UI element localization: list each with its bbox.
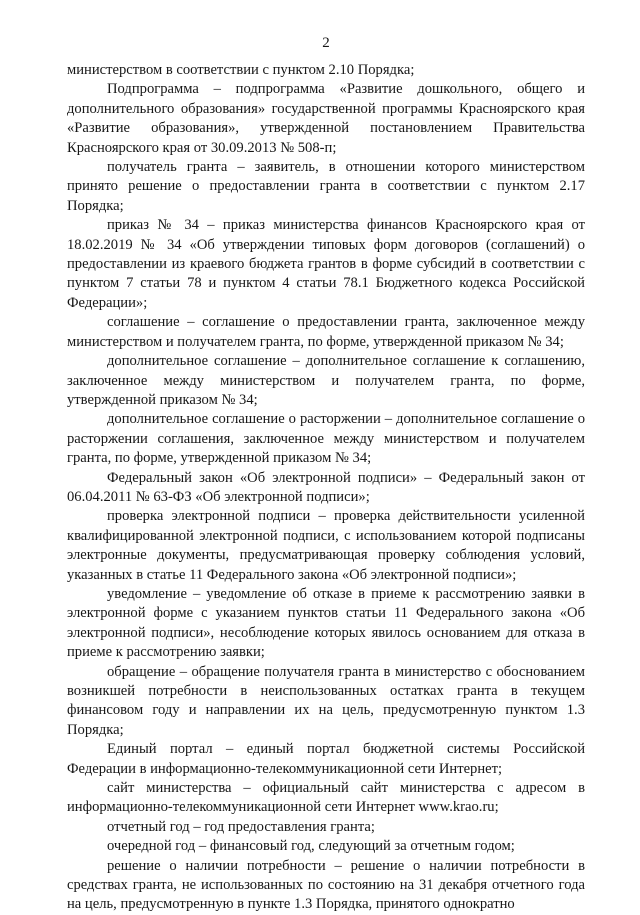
definition-unified-portal: Единый портал – единый портал бюджетной системы Российской Федерации в информационно-телекоммуникационной сети Интернет;: [67, 741, 585, 777]
definition-next-year: очередной год – финансовый год, следующий за отчетным годом;: [107, 838, 515, 855]
definition-need-decision: решение о наличии потребности – решение о наличии потребности в средствах гранта, не использованных по состоянию на 31 декабря отчетного года на цель, предусмотренную в пункте 1.3 Порядка, принятого однократно: [67, 857, 585, 913]
definition-appeal: обращение – обращение получателя гранта в министерство с обоснованием возникшей потребности в неиспользованных остатках гранта в текущем финансовом году и направлении их на цель, предусмотренную пунктом 1.3 Порядка;: [67, 663, 585, 738]
definition-federal-law: Федеральный закон «Об электронной подписи» – Федеральный закон от 06.04.2011 № 63-ФЗ «Об электронной подписи»;: [67, 469, 585, 505]
definition-subprogram: Подпрограмма – подпрограмма «Развитие дошкольного, общего и дополнительного образования» государственной программы Красноярского края «Развитие образования», утвержденной постановлением Правительства Красноярского края от 30.09.2013 № 508-п;: [67, 81, 585, 156]
definition-notification: уведомление – уведомление об отказе в приеме к рассмотрению заявки в электронной форме с указанием пунктов статьи 11 Федерального закона «Об электронной подписи», несоблюдение которых явилось основанием для отказа в приеме к рассмотрению заявки;: [67, 585, 585, 661]
definition-termination-agreement: дополнительное соглашение о расторжении – дополнительное соглашение о расторжении соглашения, заключенное между министерством и получателем гранта, по форме, утвержденной приказом № 34;: [67, 411, 585, 467]
paragraph-continuation: министерством в соответствии с пунктом 2.10 Порядка;: [67, 62, 415, 78]
definition-signature-check: проверка электронной подписи – проверка действительности усиленной квалифицированной электронной подписи, с использованием которой подписаны электронные документы, предусматривающая проверку соблюдения условий, указанных в статье 11 Федерального закона «Об электронной подписи»;: [67, 508, 585, 583]
definition-agreement: соглашение – соглашение о предоставлении гранта, заключенное между министерством и получателем гранта, по форме, утвержденной приказом № 34;: [67, 314, 585, 350]
page-number: 2: [322, 35, 330, 51]
definition-order-34: приказ № 34 – приказ министерства финансов Красноярского края от 18.02.2019 № 34 «Об утверждении типовых форм договоров (соглашений) о предоставлении из краевого бюджета грантов в форме субсидий в соответствии с пунктом 7 статьи 78 и пунктом 4 статьи 78.1 Бюджетного кодекса Российской Федерации»;: [67, 217, 585, 311]
document-body: [67, 61, 585, 915]
definition-ministry-site: сайт министерства – официальный сайт министерства с адресом в информационно-телекоммуникационной сети Интернет www.krao.ru;: [67, 780, 585, 816]
definition-reporting-year: отчетный год – год предоставления гранта;: [107, 818, 375, 835]
definition-additional-agreement: дополнительное соглашение – дополнительное соглашение к соглашению, заключенное между министерством и получателем гранта, по форме, утвержденной приказом № 34;: [67, 353, 585, 408]
definition-grant-recipient: получатель гранта – заявитель, в отношении которого министерством принято решение о предоставлении гранта в соответствии с пунктом 2.17 Порядка;: [67, 159, 585, 214]
